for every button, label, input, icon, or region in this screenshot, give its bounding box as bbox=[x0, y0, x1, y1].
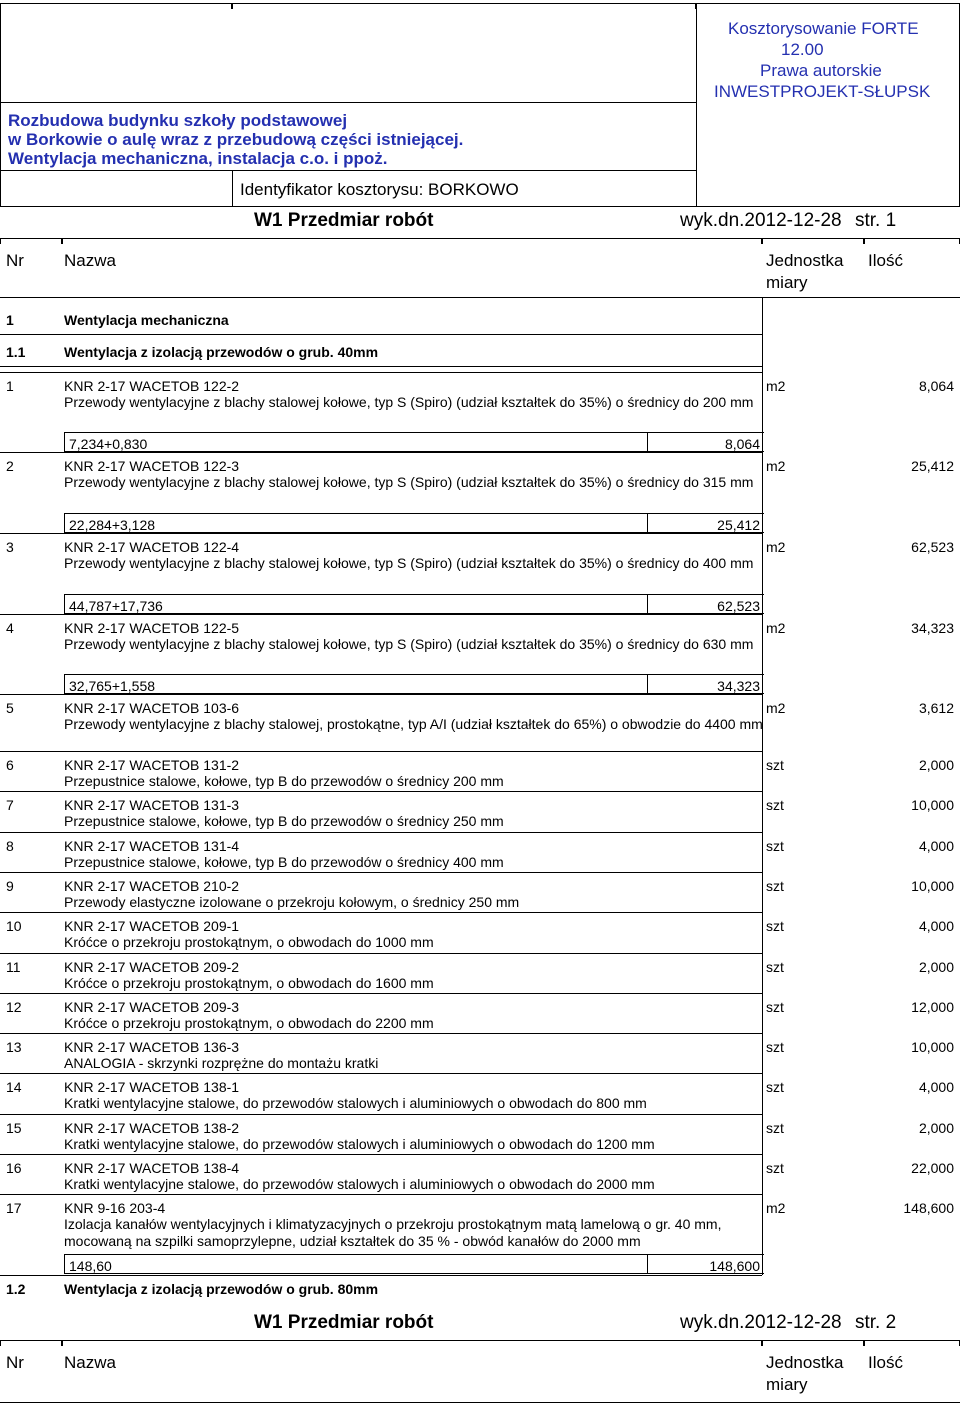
calc-result: 25,412 bbox=[717, 517, 760, 533]
page2-number: str. 2 bbox=[855, 1312, 897, 1333]
calc-separator bbox=[647, 513, 648, 533]
calc-result: 34,323 bbox=[717, 678, 760, 694]
copyright-holder: INWESTPROJEKT-SŁUPSK bbox=[714, 82, 931, 101]
item-unit: szt bbox=[766, 757, 784, 773]
item-calculation bbox=[64, 594, 764, 614]
item-code: KNR 2-17 WACETOB 138-1 bbox=[64, 1079, 240, 1095]
item-unit: szt bbox=[766, 1120, 784, 1136]
calc-expression: 22,284+3,128 bbox=[69, 517, 156, 533]
estimate-identifier: Identyfikator kosztorysu: BORKOWO bbox=[240, 180, 519, 199]
calc-result: 62,523 bbox=[717, 598, 760, 614]
project-title-line-1: Rozbudowa budynku szkoły podstawowej bbox=[8, 111, 348, 130]
item-unit: m2 bbox=[766, 620, 786, 636]
section-nr: 1 bbox=[6, 312, 14, 328]
item-quantity: 22,000 bbox=[911, 1160, 954, 1176]
item-description: Kratki wentylacyjne stalowe, do przewodów stalowych i aluminiowych o obwodach do 2000 mm bbox=[64, 1176, 655, 1192]
item-code: KNR 2-17 WACETOB 122-4 bbox=[64, 539, 240, 555]
page1-date: wyk.dn.2012-12-28 bbox=[680, 210, 842, 231]
item-quantity: 10,000 bbox=[911, 797, 954, 813]
item-code: KNR 2-17 WACETOB 122-5 bbox=[64, 620, 240, 636]
item-quantity: 2,000 bbox=[918, 959, 954, 975]
item-unit: m2 bbox=[766, 700, 786, 716]
item-unit: m2 bbox=[766, 1200, 786, 1216]
subsection-name-2: Wentylacja z izolacją przewodów o grub. 80mm bbox=[64, 1281, 379, 1297]
item-quantity: 148,600 bbox=[903, 1200, 954, 1216]
item-code: KNR 2-17 WACETOB 131-2 bbox=[64, 757, 240, 773]
item-code: KNR 2-17 WACETOB 131-3 bbox=[64, 797, 240, 813]
item-code: KNR 2-17 WACETOB 131-4 bbox=[64, 838, 240, 854]
item-quantity: 2,000 bbox=[918, 1120, 954, 1136]
item-code: KNR 2-17 WACETOB 209-3 bbox=[64, 999, 240, 1015]
calc-expression: 44,787+17,736 bbox=[69, 598, 163, 614]
item-quantity: 4,000 bbox=[918, 1079, 954, 1095]
item-description: Przewody wentylacyjne z blachy stalowej kołowe, typ S (Spiro) (udział kształtek do 35%) o średnicy do 315 mm bbox=[64, 474, 754, 490]
item-code: KNR 2-17 WACETOB 209-2 bbox=[64, 959, 240, 975]
item-quantity: 2,000 bbox=[918, 757, 954, 773]
item-description: Przepustnice stalowe, kołowe, typ B do przewodów o średnicy 250 mm bbox=[64, 813, 504, 829]
item-quantity: 10,000 bbox=[911, 878, 954, 894]
item-description: Króćce o przekroju prostokątnym, o obwodach do 1000 mm bbox=[64, 934, 434, 950]
calc-expression: 7,234+0,830 bbox=[69, 436, 148, 452]
item-nr: 1 bbox=[6, 378, 14, 394]
calc-separator bbox=[647, 432, 648, 452]
item-code: KNR 9-16 203-4 bbox=[64, 1200, 166, 1216]
software-version: 12.00 bbox=[781, 40, 824, 59]
col-name: Nazwa bbox=[64, 251, 116, 270]
item-nr: 11 bbox=[6, 959, 21, 975]
item-description: Przepustnice stalowe, kołowe, typ B do przewodów o średnicy 200 mm bbox=[64, 773, 504, 789]
item-description: Kratki wentylacyjne stalowe, do przewodów stalowych i aluminiowych o obwodach do 1200 mm bbox=[64, 1136, 655, 1152]
item-nr: 5 bbox=[6, 700, 14, 716]
section-name: Wentylacja mechaniczna bbox=[64, 312, 229, 328]
item-unit: szt bbox=[766, 999, 784, 1015]
subsection-nr-2: 1.2 bbox=[6, 1281, 26, 1297]
item-unit: szt bbox=[766, 918, 784, 934]
item-quantity: 25,412 bbox=[911, 458, 954, 474]
copyright-label: Prawa autorskie bbox=[760, 61, 882, 80]
item-description: Przewody wentylacyjne z blachy stalowej kołowe, typ S (Spiro) (udział kształtek do 35%) o średnicy do 630 mm bbox=[64, 636, 754, 652]
item-quantity: 12,000 bbox=[911, 999, 954, 1015]
item-nr: 10 bbox=[6, 918, 22, 934]
item-unit: szt bbox=[766, 1079, 784, 1095]
item-nr: 2 bbox=[6, 458, 14, 474]
item-unit: szt bbox=[766, 838, 784, 854]
item-unit: szt bbox=[766, 1039, 784, 1055]
col-nr: Nr bbox=[6, 251, 24, 270]
page1-title: W1 Przedmiar robót bbox=[254, 210, 434, 231]
col-qty-p2: Ilość bbox=[868, 1353, 903, 1372]
col-unit-2: miary bbox=[766, 273, 808, 292]
item-nr: 15 bbox=[6, 1120, 22, 1136]
item-unit: m2 bbox=[766, 539, 786, 555]
calc-separator bbox=[647, 594, 648, 614]
item-nr: 4 bbox=[6, 620, 14, 636]
subsection-name: Wentylacja z izolacją przewodów o grub. 40mm bbox=[64, 344, 379, 360]
item-nr: 12 bbox=[6, 999, 22, 1015]
col-nr-p2: Nr bbox=[6, 1353, 24, 1372]
page2-date: wyk.dn.2012-12-28 bbox=[680, 1312, 842, 1333]
item-unit: m2 bbox=[766, 458, 786, 474]
item-code: KNR 2-17 WACETOB 138-4 bbox=[64, 1160, 240, 1176]
item-description: Izolacja kanałów wentylacyjnych i klimatyzacyjnych o przekroju prostokątnym matą lamelową o gr. 40 mm, mocowaną na szpilki samoprzylepne, udział kształtek do 35 % - obwód kanałów do 2000 mm bbox=[64, 1216, 722, 1249]
item-calculation bbox=[64, 513, 764, 533]
item-code: KNR 2-17 WACETOB 122-2 bbox=[64, 378, 240, 394]
col-unit-2-p2: miary bbox=[766, 1375, 808, 1394]
item-description: Króćce o przekroju prostokątnym, o obwodach do 1600 mm bbox=[64, 975, 434, 991]
col-qty: Ilość bbox=[868, 251, 903, 270]
calc-expression: 32,765+1,558 bbox=[69, 678, 156, 694]
item-quantity: 10,000 bbox=[911, 1039, 954, 1055]
item-description: Przewody wentylacyjne z blachy stalowej kołowe, typ S (Spiro) (udział kształtek do 35%) o średnicy do 400 mm bbox=[64, 555, 754, 571]
item-calculation bbox=[64, 432, 764, 452]
item-description: Przepustnice stalowe, kołowe, typ B do przewodów o średnicy 400 mm bbox=[64, 854, 504, 870]
calc-result: 8,064 bbox=[724, 436, 760, 452]
item-calculation bbox=[64, 1254, 764, 1274]
project-title-line-3: Wentylacja mechaniczna, instalacja c.o. i ppoż. bbox=[8, 149, 388, 168]
item-nr: 6 bbox=[6, 757, 14, 773]
software-name: Kosztorysowanie FORTE bbox=[728, 19, 919, 38]
item-unit: m2 bbox=[766, 378, 786, 394]
col-unit-p2: Jednostka bbox=[766, 1353, 844, 1372]
item-code: KNR 2-17 WACETOB 136-3 bbox=[64, 1039, 240, 1055]
item-code: KNR 2-17 WACETOB 103-6 bbox=[64, 700, 240, 716]
item-unit: szt bbox=[766, 878, 784, 894]
item-quantity: 62,523 bbox=[911, 539, 954, 555]
item-nr: 13 bbox=[6, 1039, 22, 1055]
item-code: KNR 2-17 WACETOB 122-3 bbox=[64, 458, 240, 474]
page1-number: str. 1 bbox=[855, 210, 897, 231]
calc-result: 148,600 bbox=[709, 1258, 760, 1274]
item-nr: 9 bbox=[6, 878, 14, 894]
page2-title: W1 Przedmiar robót bbox=[254, 1312, 434, 1333]
project-title-line-2: w Borkowie o aulę wraz z przebudową części istniejącej. bbox=[8, 130, 464, 149]
item-nr: 7 bbox=[6, 797, 14, 813]
col-name-p2: Nazwa bbox=[64, 1353, 116, 1372]
item-description: Kratki wentylacyjne stalowe, do przewodów stalowych i aluminiowych o obwodach do 800 mm bbox=[64, 1095, 647, 1111]
item-nr: 14 bbox=[6, 1079, 22, 1095]
item-description: ANALOGIA - skrzynki rozprężne do montażu kratki bbox=[64, 1055, 379, 1071]
item-description: Przewody elastyczne izolowane o przekroju kołowym, o średnicy 250 mm bbox=[64, 894, 520, 910]
item-nr: 17 bbox=[6, 1200, 22, 1216]
col-unit: Jednostka bbox=[766, 251, 844, 270]
item-description: Przewody wentylacyjne z blachy stalowej, prostokątne, typ A/I (udział kształtek do 65%) o obwodzie do 4400 mm bbox=[64, 716, 763, 732]
item-quantity: 4,000 bbox=[918, 838, 954, 854]
item-quantity: 3,612 bbox=[918, 700, 954, 716]
calc-separator bbox=[647, 1254, 648, 1274]
calc-separator bbox=[647, 674, 648, 694]
item-quantity: 34,323 bbox=[911, 620, 954, 636]
item-code: KNR 2-17 WACETOB 209-1 bbox=[64, 918, 240, 934]
item-quantity: 4,000 bbox=[918, 918, 954, 934]
item-description: Króćce o przekroju prostokątnym, o obwodach do 2200 mm bbox=[64, 1015, 434, 1031]
item-quantity: 8,064 bbox=[918, 378, 954, 394]
item-code: KNR 2-17 WACETOB 210-2 bbox=[64, 878, 240, 894]
item-unit: szt bbox=[766, 1160, 784, 1176]
item-nr: 8 bbox=[6, 838, 14, 854]
item-nr: 16 bbox=[6, 1160, 22, 1176]
item-description: Przewody wentylacyjne z blachy stalowej kołowe, typ S (Spiro) (udział kształtek do 35%) o średnicy do 200 mm bbox=[64, 394, 754, 410]
item-code: KNR 2-17 WACETOB 138-2 bbox=[64, 1120, 240, 1136]
item-nr: 3 bbox=[6, 539, 14, 555]
item-calculation bbox=[64, 674, 764, 694]
item-unit: szt bbox=[766, 797, 784, 813]
subsection-nr: 1.1 bbox=[6, 344, 26, 360]
item-unit: szt bbox=[766, 959, 784, 975]
calc-expression: 148,60 bbox=[69, 1258, 112, 1274]
